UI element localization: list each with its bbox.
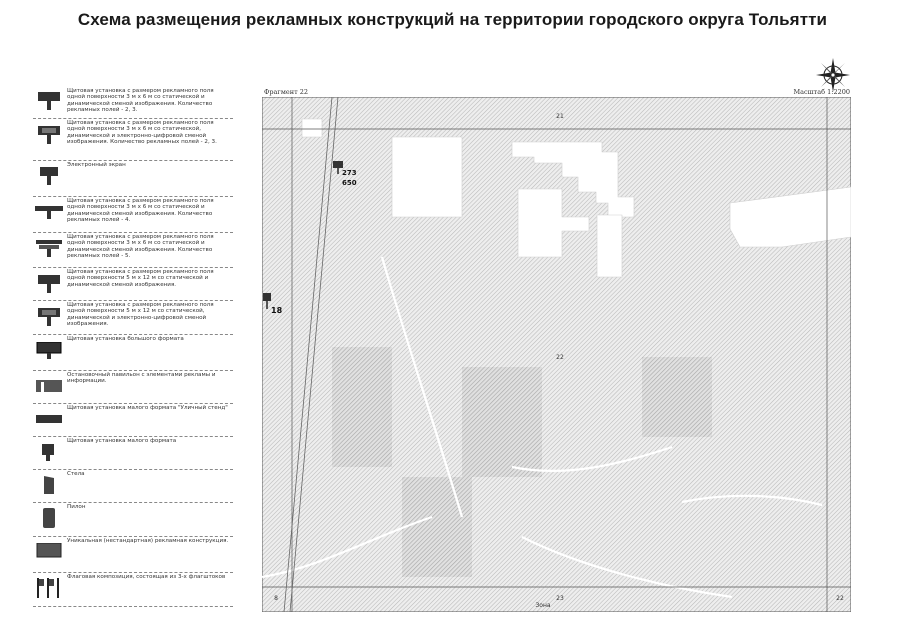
legend-item bbox=[33, 232, 233, 268]
fragment-label: Фрагмент 22 bbox=[264, 88, 309, 96]
billboard-5x12-electronic-icon bbox=[35, 308, 63, 328]
bottom-sheet-center: 23 bbox=[556, 595, 564, 602]
page-title: Схема размещения рекламных конструкций на территории городского округа Тольятти bbox=[77, 10, 828, 29]
legend-item bbox=[33, 160, 233, 197]
legend-item-text: Пилон bbox=[67, 504, 86, 510]
legend-item bbox=[33, 196, 233, 233]
legend-item-text: Уникальная (нестандартная) рекламная конструкция. bbox=[67, 538, 229, 544]
legend-item-text: Щитовая установка с размером рекламного поля одной поверхности 3 м х 6 м со статической и динамической сменой изображения. Количество рекламных полей - 4. bbox=[67, 198, 214, 224]
bottom-road-label: Зона bbox=[535, 602, 551, 609]
legend-item-text: Щитовая установка с размером рекламного поля одной поверхности 5 м х 12 м со статической и динамической сменой изображения. bbox=[67, 269, 214, 288]
billboard-3x6-static-dynamic-icon bbox=[35, 92, 63, 112]
legend-item bbox=[33, 334, 233, 371]
unique-construction-icon bbox=[35, 543, 63, 563]
marker-id-bottom: 650 bbox=[342, 179, 357, 187]
scale-label: Масштаб 1:2200 bbox=[793, 88, 850, 96]
billboard-3x6-electronic-icon bbox=[35, 126, 63, 146]
legend-item-text: Электронный экран bbox=[67, 162, 126, 168]
legend-item bbox=[33, 436, 233, 470]
legend-item-text: Щитовая установка с размером рекламного поля одной поверхности 5 м х 12 м со статической, динамической и электронно-цифровой сменой изображения. bbox=[67, 302, 214, 328]
pylon-icon bbox=[35, 508, 63, 528]
legend-item bbox=[33, 118, 233, 161]
legend-item-text: Щитовая установка с размером рекламного поля одной поверхности 3 м х 6 м со статической, динамической и электронно-цифровой сменой изображения. Количество рекламных полей - 2, 3. bbox=[67, 120, 217, 146]
legend-item bbox=[33, 572, 233, 607]
center-sheet-number: 22 bbox=[556, 354, 564, 361]
billboard-3x6-five-fields-icon bbox=[35, 240, 63, 260]
top-sheet-number: 21 bbox=[556, 113, 564, 120]
legend-item-text: Щитовая установка большого формата bbox=[67, 336, 184, 342]
legend-item bbox=[33, 267, 233, 301]
legend-item-text: Щитовая установка малого формата bbox=[67, 438, 177, 444]
electronic-screen-icon bbox=[35, 167, 63, 187]
small-format-billboard-icon bbox=[35, 444, 63, 464]
map-fragment bbox=[262, 97, 851, 612]
bus-stop-pavilion-icon bbox=[35, 378, 63, 398]
billboard-5x12-static-icon bbox=[35, 275, 63, 295]
legend-item bbox=[33, 502, 233, 537]
legend-item bbox=[33, 536, 233, 573]
flag-composition-icon bbox=[35, 578, 63, 598]
legend-item-text: Щитовая установка с размером рекламного поля одной поверхности 3 м х 6 м со статической и динамической сменой изображения. Количество рекламных полей - 5. bbox=[67, 234, 214, 260]
bottom-sheet-left: 8 bbox=[274, 595, 278, 602]
billboard-3x6-four-fields-icon bbox=[35, 204, 63, 224]
legend-item bbox=[33, 300, 233, 335]
stele-icon bbox=[35, 476, 63, 496]
legend-item-text: Стела bbox=[67, 471, 85, 477]
legend-item bbox=[33, 469, 233, 503]
legend-item-text: Щитовая установка малого формата "Уличный стенд" bbox=[67, 405, 228, 411]
small-format-street-stand-icon bbox=[35, 411, 63, 431]
marker-id: 18 bbox=[271, 306, 283, 315]
legend-item-text: Остановочный павильон с элементами рекламы и информации. bbox=[67, 372, 216, 385]
legend-item-text: Флаговая композиция, состоящая из 3-х флагштоков bbox=[67, 574, 226, 580]
bottom-sheet-right: 22 bbox=[836, 595, 844, 602]
legend-item bbox=[33, 370, 233, 404]
legend-item bbox=[33, 403, 233, 437]
legend-item-text: Щитовая установка с размером рекламного поля одной поверхности 3 м х 6 м со статической и динамической сменой изображения. Количество рекламных полей - 2, 3. bbox=[67, 88, 214, 114]
large-format-billboard-icon bbox=[35, 342, 63, 362]
marker-id-top: 273 bbox=[342, 169, 357, 177]
legend-item bbox=[33, 86, 233, 119]
